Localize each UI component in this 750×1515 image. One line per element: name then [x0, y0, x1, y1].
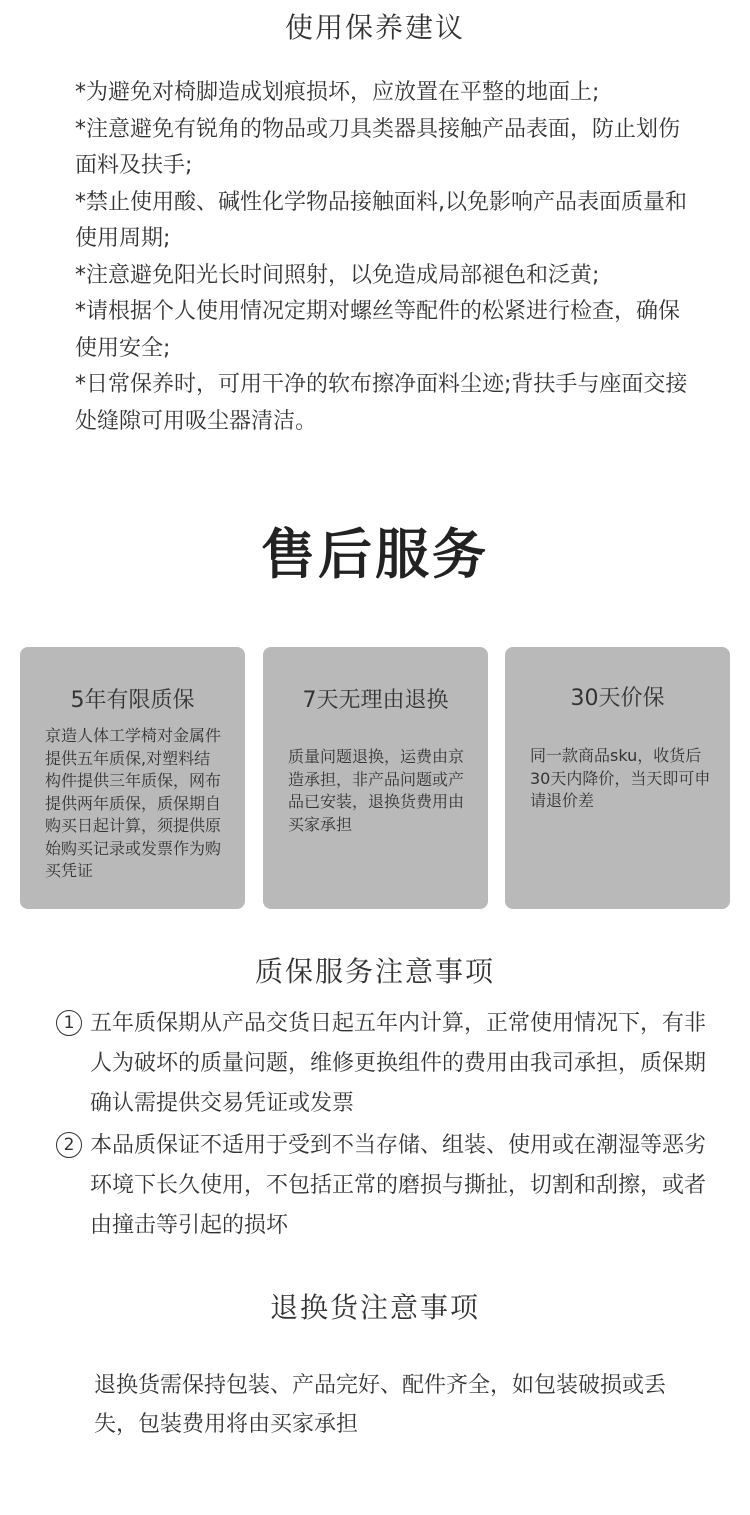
warranty-notes-title: 质保服务注意事项 — [254, 955, 495, 988]
note-text: 本品质保证不适用于受到不当存储、组装、使用或在潮湿等恶劣环境下长久使用，不包括正常的磨损与撕扯，切割和刮擦，或者由撞击等引起的损坏 — [90, 1133, 707, 1238]
note-text: 五年质保期从产品交货日起五年内计算，正常使用情况下，有非人为破坏的质量问题，维修更换组件的费用由我司承担，质保期确认需提供交易凭证或发票 — [90, 1011, 707, 1116]
care-item: *禁止使用酸、碱性化学物品接触面料,以免影响产品表面质量和使用周期; — [75, 189, 687, 251]
price-protection-card — [505, 647, 730, 909]
return-notes-text: 退换货需保持包装、产品完好、配件齐全，如包装破损或丢失，包装费用将由买家承担 — [94, 1373, 667, 1437]
card-title: 7天无理由退换 — [302, 688, 449, 713]
care-item: *注意避免有锐角的物品或刀具类器具接触产品表面，防止划伤面料及扶手; — [75, 116, 681, 178]
circled-number: 2 — [56, 1132, 82, 1158]
after-sales-title: 售后服务 — [261, 523, 489, 586]
return-notes-title: 退换货注意事项 — [269, 1291, 480, 1324]
care-item: *为避免对椅脚造成划痕损坏，应放置在平整的地面上; — [75, 80, 600, 105]
card-body: 同一款商品sku，收货后30天内降价，当天即可申请退价差 — [530, 746, 711, 810]
care-section-title: 使用保养建议 — [284, 11, 465, 44]
warranty-card — [20, 647, 245, 909]
warranty-notes-list — [56, 1004, 706, 1247]
care-item: *请根据个人使用情况定期对螺丝等配件的松紧进行检查，确保使用安全; — [75, 299, 681, 361]
circled-number: 1 — [56, 1010, 82, 1036]
care-item: *注意避免阳光长时间照射，以免造成局部褪色和泛黄; — [75, 262, 600, 288]
card-body: 质量问题退换，运费由京造承担，非产品问题或产品已安装，退换货费用由买家承担 — [288, 747, 465, 834]
card-title: 5年有限质保 — [70, 688, 195, 713]
care-item: *日常保养时，可用干净的软布擦净面料尘迹;背扶手与座面交接处缝隙可用吸尘器清洁。 — [75, 372, 688, 434]
card-body: 京造人体工学椅对金属件提供五年质保,对塑料结构件提供三年质保，网布提供两年质保，质保期自购买日起计算，须提供原始购买记录或发票作为购买凭证 — [45, 726, 222, 880]
care-list — [75, 75, 695, 440]
list-item — [56, 1004, 706, 1124]
list-item — [56, 1126, 706, 1246]
card-title: 30天价保 — [570, 686, 665, 711]
return-card — [263, 647, 488, 909]
